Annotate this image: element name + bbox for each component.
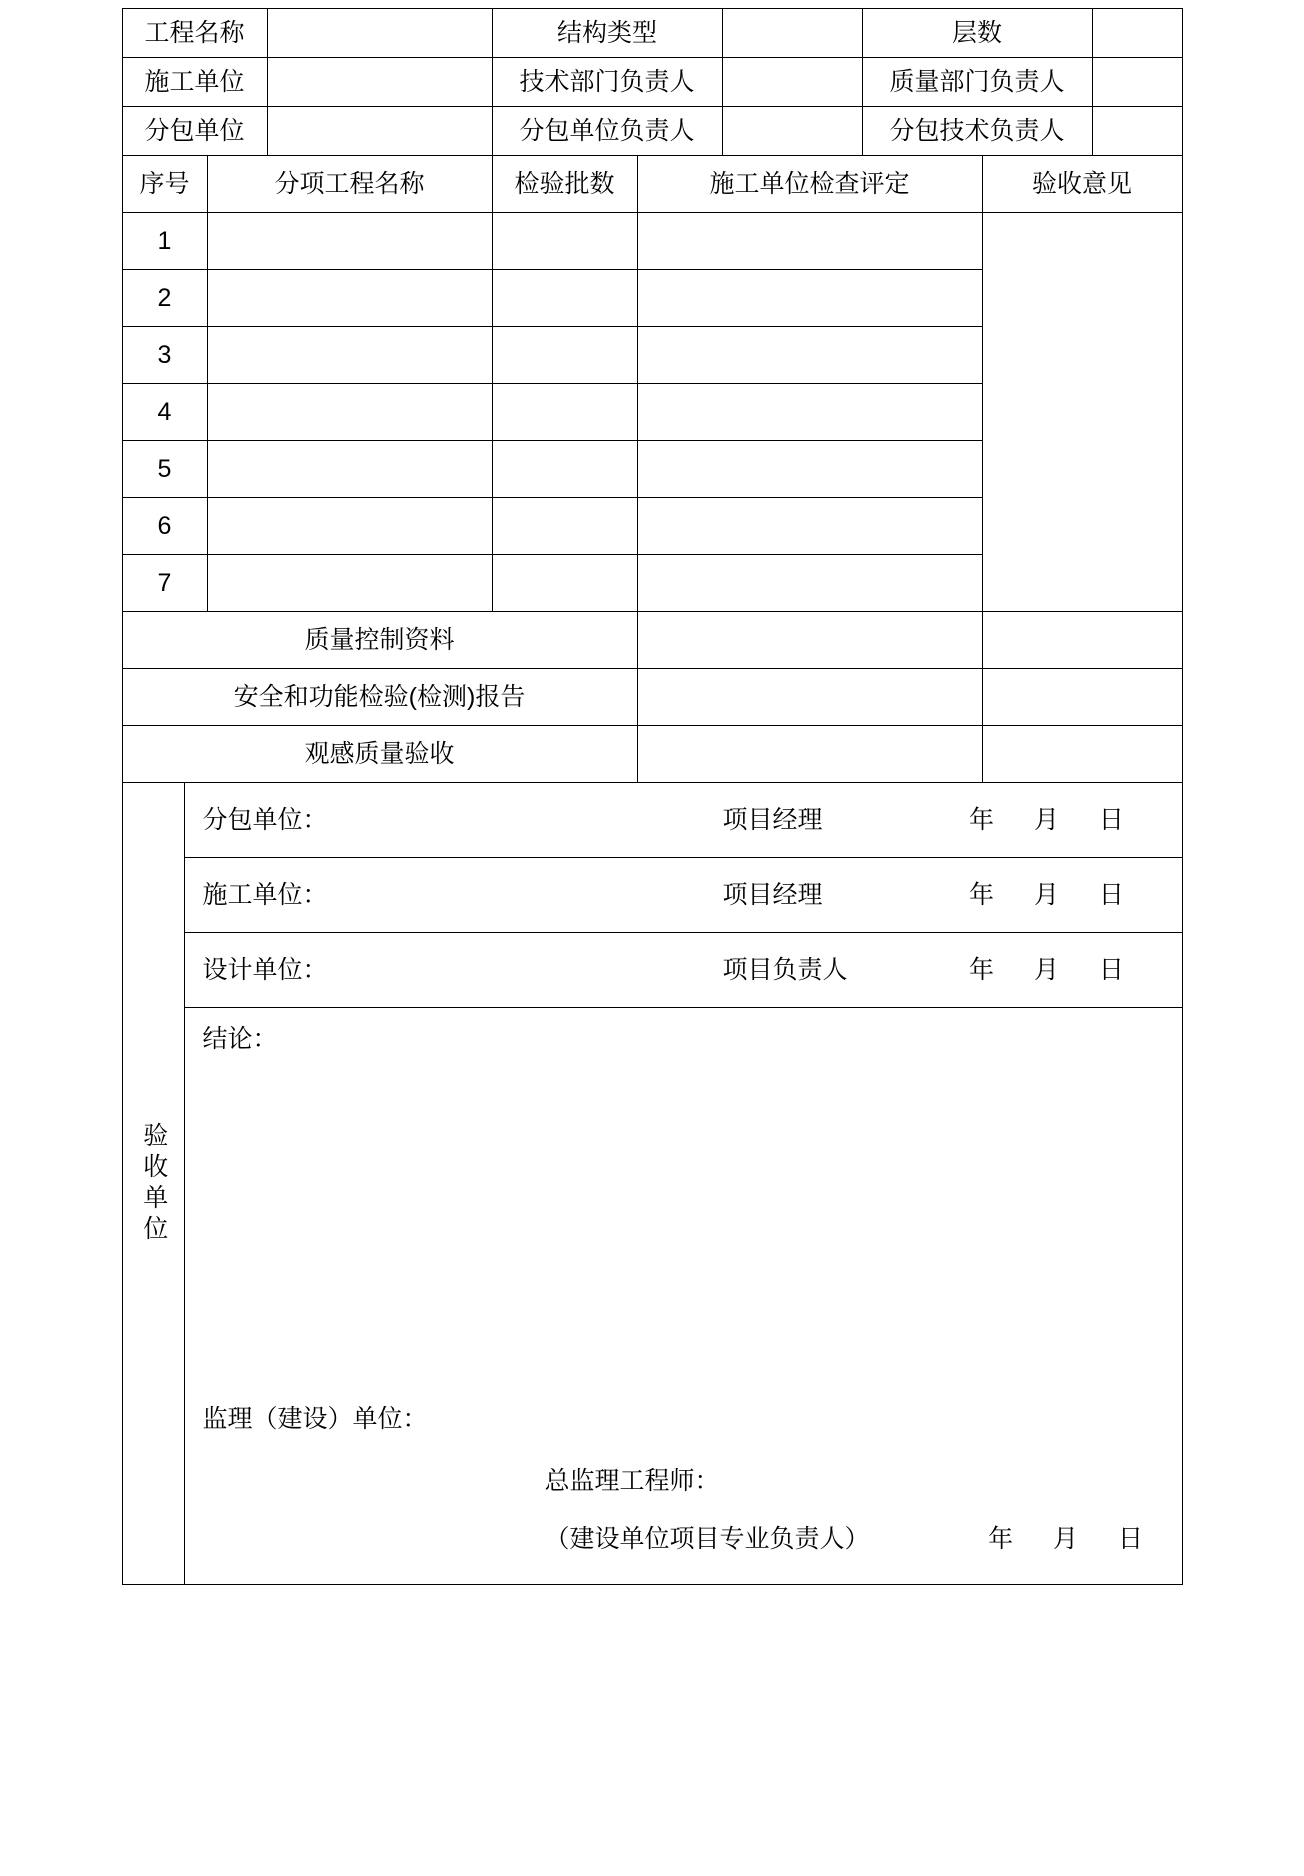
summary-evaluation-safety-report[interactable]: [637, 669, 982, 726]
subcontractor-tech-head-label: 分包技术负责人: [862, 107, 1092, 156]
design-month: 月: [1033, 956, 1059, 984]
subcontractor-month: 月: [1033, 806, 1059, 834]
row-evaluation-1[interactable]: [637, 213, 982, 270]
construction-month: 月: [1033, 881, 1059, 909]
col-header-item-name: 分项工程名称: [207, 156, 492, 213]
design-date[interactable]: [953, 955, 1182, 985]
row-evaluation-4[interactable]: [637, 384, 982, 441]
construction-date[interactable]: [953, 880, 1182, 910]
row-batches-4[interactable]: [492, 384, 637, 441]
row-evaluation-5[interactable]: [637, 441, 982, 498]
structure-type-label: 结构类型: [492, 9, 722, 58]
row-no-1: 1: [122, 213, 207, 270]
signature-row-construction: [122, 858, 1182, 933]
design-year: 年: [968, 956, 994, 984]
row-evaluation-6[interactable]: [637, 498, 982, 555]
signature-row-conclusion: [122, 1008, 1182, 1585]
supervisor-date[interactable]: [972, 1524, 1160, 1554]
subcontractor-sign-label: 分包单位：: [202, 806, 328, 834]
opinion-merged-cell[interactable]: [982, 213, 1182, 612]
col-header-no: 序号: [122, 156, 207, 213]
row-name-6[interactable]: [207, 498, 492, 555]
row-name-5[interactable]: [207, 441, 492, 498]
subcontractor-day: 日: [1098, 806, 1124, 834]
construction-unit-value[interactable]: [267, 58, 492, 107]
row-evaluation-2[interactable]: [637, 270, 982, 327]
supervisor-year: 年: [988, 1525, 1014, 1553]
supervisor-unit-label: 监理（建设）单位：: [202, 1405, 428, 1433]
construction-role-label: 项目经理: [722, 881, 823, 909]
row-no-7: 7: [122, 555, 207, 612]
row-batches-5[interactable]: [492, 441, 637, 498]
header-table: [122, 8, 1183, 156]
subcontractor-year: 年: [968, 806, 994, 834]
row-no-4: 4: [122, 384, 207, 441]
floors-label: 层数: [862, 9, 1092, 58]
row-evaluation-7[interactable]: [637, 555, 982, 612]
project-name-value[interactable]: [267, 9, 492, 58]
structure-type-value[interactable]: [722, 9, 862, 58]
col-header-evaluation: 施工单位检查评定: [637, 156, 982, 213]
conclusion-label: 结论：: [202, 1025, 278, 1053]
header-row-1: [122, 9, 1182, 58]
row-name-3[interactable]: [207, 327, 492, 384]
summary-label-quality-data: 质量控制资料: [122, 612, 637, 669]
subcontractor-role-label: 项目经理: [722, 806, 823, 834]
header-row-2: [122, 58, 1182, 107]
row-batches-1[interactable]: [492, 213, 637, 270]
summary-row-safety-report: [122, 669, 1182, 726]
subcontractor-date[interactable]: [953, 805, 1182, 835]
summary-opinion-safety-report[interactable]: [982, 669, 1182, 726]
signature-row-design: [122, 933, 1182, 1008]
subcontractor-head-value[interactable]: [722, 107, 862, 156]
floors-value[interactable]: [1092, 9, 1182, 58]
project-name-label: 工程名称: [122, 9, 267, 58]
signature-row-subcontractor: [122, 783, 1182, 858]
row-no-5: 5: [122, 441, 207, 498]
summary-row-appearance: [122, 726, 1182, 783]
subcontractor-tech-head-value[interactable]: [1092, 107, 1182, 156]
row-name-7[interactable]: [207, 555, 492, 612]
row-no-6: 6: [122, 498, 207, 555]
construction-year: 年: [968, 881, 994, 909]
col-header-opinion: 验收意见: [982, 156, 1182, 213]
row-evaluation-3[interactable]: [637, 327, 982, 384]
summary-opinion-quality-data[interactable]: [982, 612, 1182, 669]
summary-row-quality-data: [122, 612, 1182, 669]
row-batches-3[interactable]: [492, 327, 637, 384]
supervisor-day: 日: [1117, 1525, 1143, 1553]
row-batches-2[interactable]: [492, 270, 637, 327]
construction-day: 日: [1098, 881, 1124, 909]
row-batches-7[interactable]: [492, 555, 637, 612]
row-name-1[interactable]: [207, 213, 492, 270]
summary-evaluation-quality-data[interactable]: [637, 612, 982, 669]
design-sign-label: 设计单位：: [202, 956, 328, 984]
tech-dept-head-label: 技术部门负责人: [492, 58, 722, 107]
construction-unit-label: 施工单位: [122, 58, 267, 107]
supervisor-month: 月: [1053, 1525, 1079, 1553]
owner-project-head-label: （建设单位项目专业负责人）: [544, 1525, 870, 1553]
header-row-3: [122, 107, 1182, 156]
acceptance-units-vertical-label: 验收单位: [122, 783, 184, 1585]
signature-cell-subcontractor: [184, 783, 1182, 858]
subcontractor-label: 分包单位: [122, 107, 267, 156]
col-header-batch-count: 检验批数: [492, 156, 637, 213]
signature-cell-construction: [184, 858, 1182, 933]
quality-dept-head-value[interactable]: [1092, 58, 1182, 107]
tech-dept-head-value[interactable]: [722, 58, 862, 107]
row-batches-6[interactable]: [492, 498, 637, 555]
items-table-head: [122, 156, 1182, 213]
acceptance-signature-table: [122, 782, 1183, 1585]
quality-dept-head-label: 质量部门负责人: [862, 58, 1092, 107]
conclusion-cell[interactable]: [184, 1008, 1182, 1585]
summary-label-appearance: 观感质量验收: [122, 726, 637, 783]
row-name-4[interactable]: [207, 384, 492, 441]
summary-opinion-appearance[interactable]: [982, 726, 1182, 783]
items-table: [122, 155, 1183, 783]
signature-cell-design: [184, 933, 1182, 1008]
summary-evaluation-appearance[interactable]: [637, 726, 982, 783]
design-role-label: 项目负责人: [722, 956, 848, 984]
chief-supervisor-label: 总监理工程师：: [544, 1467, 720, 1495]
subcontractor-value[interactable]: [267, 107, 492, 156]
subcontractor-head-label: 分包单位负责人: [492, 107, 722, 156]
construction-sign-label: 施工单位：: [202, 881, 328, 909]
summary-label-safety-report: 安全和功能检验(检测)报告: [122, 669, 637, 726]
row-no-3: 3: [122, 327, 207, 384]
row-no-2: 2: [122, 270, 207, 327]
table-row: [122, 213, 1182, 270]
design-day: 日: [1098, 956, 1124, 984]
row-name-2[interactable]: [207, 270, 492, 327]
